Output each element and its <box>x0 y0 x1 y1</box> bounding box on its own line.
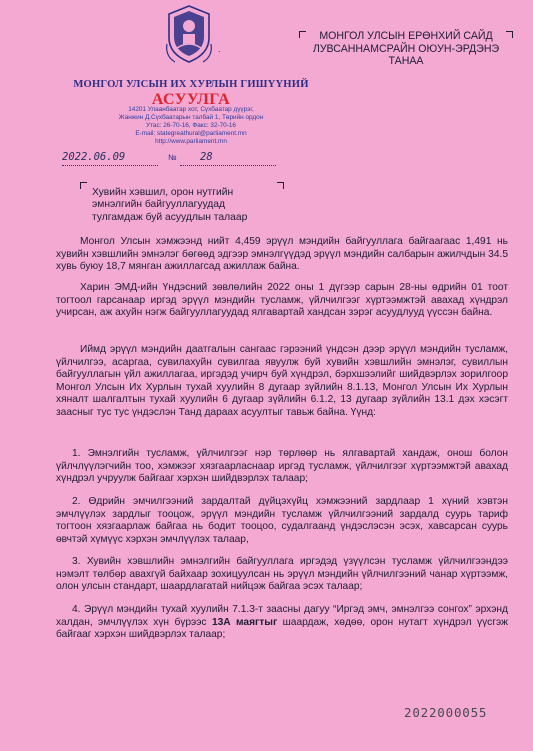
list-item-4 <box>56 604 508 642</box>
corner-mark <box>277 182 284 189</box>
corner-mark <box>299 31 306 38</box>
paragraph: Иймд эрүүл мэндийн даатгалын сангаас гэрээний үндсэн дээр эрүүл мэндийн тусламж, үйлчилгээ, асаргаа, сувилахуйн сувилгаа явуулж буй хувийн хэвшлийн эмнэлэг, сувиллын байгууллагын үйл ажиллагаа, иргэдэд учирч буй хүндрэл, бэрхшээлийг шийдвэрлэх зорилгоор Монгол Улсын Их Хурлын тухай хуулийн 8 дугаар зүйлийн 8.1.13, Монгол Улсын Их Хурлын хяналт шалгалтын тухай хуулийн 6 дугаар зүйлийн 6.1.2, 13 дугаар зүйлийн 13.1 дэх хэсэгт заасныг тус тус үндэслэн Танд дараах асуултыг тавьж байна. Үүнд: <box>56 344 508 418</box>
recipient-block <box>303 30 509 68</box>
mark-dot: . <box>218 44 221 54</box>
paragraph: Монгол Улсын хэмжээнд нийт 4,459 эрүүл мэндийн байгууллага байгаагаас 1,491 нь хувийн хэвшлийн эмнэлэг бөгөөд эдгээр эмнэлгүүдэд эрүүл мэндийн салбарын ажилчдын 34.5 хувь буюу 18,7 мянган ажиллагсад ажиллаж байна. <box>56 236 508 273</box>
subject-block <box>92 187 270 224</box>
paragraph: Харин ЭМД-ийн Үндэсний зөвлөлийн 2022 оны 1 дүгээр сарын 28-ны өдрийн 01 тоот тогтоол гарсанаар иргэд эрүүл мэндийн тусламж, үйлчилгээг хүртээмжтэй авахад хүндрэл учирсан, аж ахуйн нэгж байгууллагуудад ялгавартай хандсан зэрэг асуудлууд үүссэн байна. <box>56 282 508 319</box>
item4-rest: шаардаж, хөдөө, орон нутагт хүндрэл үүсгэж байгааг хэрхэн шийдвэрлэх талаар; <box>56 616 508 641</box>
state-emblem-icon <box>163 4 215 66</box>
address-line: 14201 Улаанбаатар хот, Сүхбаатар дүүрэг, <box>128 106 254 113</box>
item4-bold: 13А маягтыг <box>211 616 278 628</box>
list-item: 1. Эмнэлгийн тусламж, үйлчилгээг нэр төрлөөр нь ялгавартай хандаж, онош болон үйлчлүүлэгчийн тоо, хэмжээг хязгаарласнаар иргэд тусламж, үйлчилгээг хүртээмжтэй авахад хүндрэл учруулж байгааг хэрхэн шийдвэрлэх талаар; <box>56 448 508 485</box>
letterhead-org-name: МОНГОЛ УЛСЫН ИХ ХУРЛЫН ГИШҮҮНИЙ <box>73 79 309 90</box>
letterhead-doc-type: АСУУЛГА <box>151 91 231 108</box>
list-item: 3. Хувийн хэвшлийн эмнэлгийн байгууллага иргэдэд үзүүлсэн тусламж үйлчилгээндээ нэмэлт төлбөр авахгүй байхаар зохицуулсан нь эрүүл мэндийн үйлчилгээний чанар хүртээмж, олон улсын стандарт, шаардлагатай нийцэж байгаа эсэх талаар; <box>56 556 508 593</box>
letter-date: 2022.06.09 <box>62 151 126 163</box>
letter-number: 28 <box>200 151 213 163</box>
address-line: Утас: 26-70-16, Факс: 32-70-16 <box>146 122 236 129</box>
subject-text: Хувийн хэвшил, орон нутгийн эмнэлгийн байгууллагуудад тулгамдаж буй асуудлын талаар <box>92 187 248 223</box>
item4-text: 4. Эрүүл мэндийн тухай хуулийн 7.1.3-т заасны дагуу “Иргэд эмч, эмнэлгээ сонгох” эрхэнд халдан, эмчлүүлэх хүн бүрээс <box>56 604 508 628</box>
document-number-stamp: 2022000055 <box>404 705 488 720</box>
address-line: Жанжин Д.Сүхбаатарын талбай 1, Төрийн ордон <box>118 114 264 121</box>
address-line: http://www.parliament.mn <box>155 138 227 145</box>
recipient-text: МОНГОЛ УЛСЫН ЕРӨНХИЙ САЙД ЛУВСАННАМСРАЙН ОЮУН-ЭРДЭНЭ ТАНАА <box>312 30 500 67</box>
date-rule <box>62 165 158 166</box>
address-line: E-mail: stategreathural@parliament.mn <box>135 130 247 137</box>
list-item: 2. Өдрийн эмчилгээний зардалтай дүйцэхүйц хэмжээний зардлаар 1 хүний хэвтэн эмчлүүлэх зардлыг тооцож, эрүүл мэндийн тусламж үйлчилгээний зардалд суурь тариф тогтоон хязгаарлаж байгаа нь бодит тооцоо, судалгаанд үндэслэсэн эсэх, хавсарсан суурь өвчтэй хүмүүс хэрхэн эмчлүүлэх талаар, <box>56 496 508 545</box>
number-label: № <box>168 153 177 162</box>
corner-mark <box>80 182 87 189</box>
corner-mark <box>506 31 513 38</box>
number-rule <box>180 165 276 166</box>
